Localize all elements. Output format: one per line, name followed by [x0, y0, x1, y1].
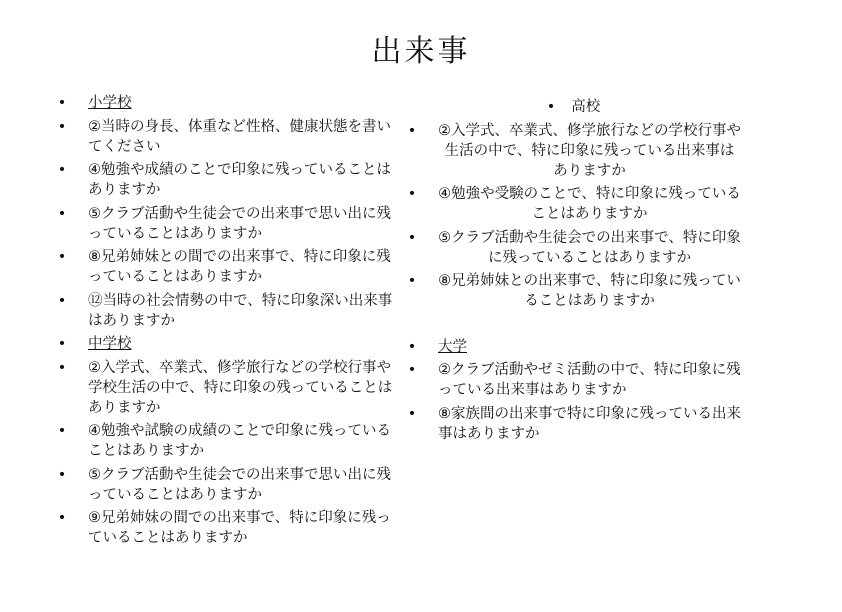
- bullet-icon: •: [546, 99, 556, 115]
- list-item: [406, 121, 741, 181]
- item-text: ⑧家族間の出来事で特に印象に残っている出来事はありますか: [438, 405, 741, 442]
- bullet-icon: •: [57, 292, 67, 309]
- item-text: ②当時の身長、体重など性格、健康状態を書いてください: [88, 118, 391, 155]
- heading-text: 小学校: [88, 95, 132, 111]
- bullet-icon: •: [407, 405, 417, 422]
- list-item: [406, 360, 741, 400]
- bullet-icon: •: [407, 273, 417, 289]
- bullet-icon: •: [57, 205, 67, 222]
- item-text: ⑨兄弟姉妹の間での出来事で、特に印象に残っていることはありますか: [88, 510, 391, 546]
- bullet-icon: •: [57, 336, 67, 352]
- list-item: [56, 204, 396, 244]
- left-column: [56, 93, 396, 552]
- item-text: ④勉強や成績のことで印象に残っていることはありますか: [88, 162, 391, 198]
- item-text: ②クラブ活動やゼミ活動の中で、特に印象に残っている出来事はありますか: [438, 362, 741, 398]
- item-text: ⑤クラブ活動や生徒会での出来事で思い出に残っていることはありますか: [88, 205, 391, 242]
- item-text: ④勉強や試験の成績のことで印象に残っていることはありますか: [88, 423, 391, 459]
- list-item: [56, 160, 396, 200]
- item-text: ⑧兄弟姉妹との間での出来事で、特に印象に残っていることはありますか: [88, 249, 391, 285]
- list-item: [406, 271, 741, 311]
- list-item: [56, 247, 396, 287]
- list-item: [406, 228, 741, 268]
- bullet-icon: •: [57, 423, 67, 439]
- list-item: [406, 184, 741, 224]
- bullet-icon: •: [407, 338, 417, 355]
- section-heading-middle: [56, 334, 396, 354]
- bullet-icon: •: [57, 510, 67, 526]
- bullet-icon: •: [57, 162, 67, 178]
- item-text: ⑫当時の社会情勢の中で、特に印象深い出来事はありますか: [88, 292, 393, 329]
- list-item: [56, 465, 396, 505]
- list-item: [56, 421, 396, 461]
- heading-text: 中学校: [88, 336, 132, 352]
- item-text: ②入学式、卒業式、修学旅行などの学校行事や学校生活の中で、特に印象の残っていることはありますか: [88, 359, 393, 416]
- right-column: [406, 97, 741, 447]
- section-spacer: [406, 315, 741, 337]
- list-item: [56, 291, 396, 331]
- item-text: ⑤クラブ活動や生徒会での出来事で思い出に残っていることはありますか: [88, 466, 391, 503]
- item-text: ②入学式、卒業式、修学旅行などの学校行事や生活の中で、特に印象に残っている出来事はありますか: [438, 122, 741, 179]
- bullet-icon: •: [57, 249, 67, 265]
- bullet-icon: •: [407, 362, 417, 378]
- bullet-icon: •: [407, 186, 417, 202]
- list-item: [56, 117, 396, 157]
- section-heading-high: [406, 97, 741, 117]
- bullet-icon: •: [57, 118, 67, 135]
- heading-text: 大学: [438, 338, 467, 355]
- section-heading-university: [406, 337, 741, 357]
- bullet-icon: •: [57, 466, 67, 483]
- bullet-icon: •: [57, 95, 67, 111]
- bullet-icon: •: [407, 122, 417, 139]
- list-item: [406, 404, 741, 444]
- bullet-icon: •: [407, 229, 417, 246]
- list-item: [56, 358, 396, 418]
- list-item: [56, 508, 396, 548]
- bullet-icon: •: [57, 359, 67, 376]
- item-text: ④勉強や受験のことで、特に印象に残っていることはありますか: [438, 186, 741, 222]
- section-heading-elementary: [56, 93, 396, 113]
- heading-text: 高校: [571, 99, 601, 115]
- page-title: 出来事: [371, 34, 471, 69]
- item-text: ⑧兄弟姉妹との出来事で、特に印象に残っていることはありますか: [438, 273, 741, 309]
- item-text: ⑤クラブ活動や生徒会での出来事で、特に印象に残っていることはありますか: [438, 229, 741, 266]
